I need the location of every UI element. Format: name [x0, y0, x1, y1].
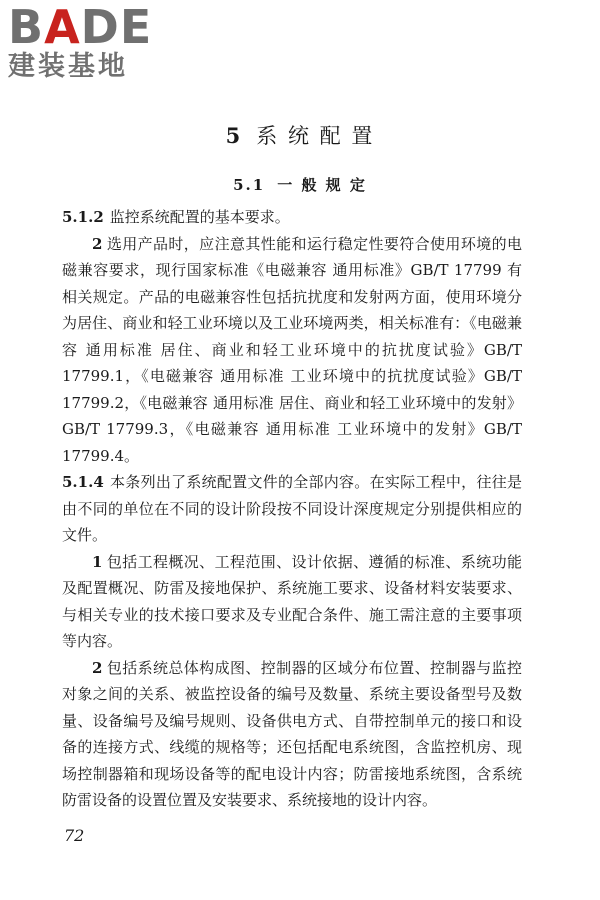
- clause-5-1-2-item-2: [62, 231, 522, 470]
- clause-5-1-4-item-1: [62, 549, 522, 655]
- item-number: 2: [92, 234, 103, 253]
- logo-letter-e: E: [119, 0, 153, 54]
- bade-logo: [8, 0, 178, 94]
- logo-chinese: 建装基地: [8, 51, 128, 82]
- chapter-number: 5: [225, 123, 243, 148]
- logo-letters: [8, 0, 178, 54]
- page-number: 72: [64, 826, 85, 845]
- item-text: 包括工程概况、工程范围、设计依据、遵循的标准、系统功能及配置概况、防雷及接地保护、系统施工要求、设备材料安装要求、与相关专业的技术接口要求及专业配合条件、施工需注意的主要事项等内容。: [62, 552, 522, 650]
- item-number: 1: [92, 552, 103, 571]
- logo-letter-d: D: [80, 0, 120, 54]
- chapter-title-text: 系 统 配 置: [256, 124, 375, 148]
- clause-text: 监控系统配置的基本要求。: [109, 208, 290, 226]
- clause-5-1-4: [62, 469, 522, 549]
- body-content: [62, 204, 522, 814]
- clause-number: 5.1.2: [62, 208, 104, 226]
- section-title-text: 一 般 规 定: [277, 176, 367, 194]
- section-title: [0, 174, 600, 195]
- clause-5-1-2: [62, 204, 522, 231]
- clause-number: 5.1.4: [62, 473, 104, 491]
- clause-text: 本条列出了系统配置文件的全部内容。在实际工程中，往往是由不同的单位在不同的设计阶段按不同设计深度规定分别提供相应的文件。: [62, 473, 522, 544]
- item-text: 选用产品时，应注意其性能和运行稳定性要符合使用环境的电磁兼容要求，现行国家标准《电磁兼容 通用标准》GB/T 17799 有相关规定。产品的电磁兼容性包括抗扰度和发射两方面，使用环境分为居住、商业和轻工业环境以及工业环境两类，相关标准有：《电磁兼容 通用标准 居住、商业和轻工业环境中的抗扰度试验》GB/T 17799.1，《电磁兼容 通用标准 工业环境中的抗扰度试验》GB/T 17799.2，《电磁兼容 通用标准 居住、商业和轻工业环境中的发射》GB/T 17799.3，《电磁兼容 通用标准 工业环境中的发射》GB/T 17799.4。: [62, 234, 522, 465]
- section-number: 5.1: [233, 176, 266, 194]
- clause-5-1-4-item-2: [62, 655, 522, 814]
- logo-letter-b: B: [8, 0, 45, 54]
- item-text: 包括系统总体构成图、控制器的区域分布位置、控制器与监控对象之间的关系、被监控设备的编号及数量、系统主要设备型号及数量、设备编号及编号规则、设备供电方式、自带控制单元的接口和设备的连接方式、线缆的规格等；还包括配电系统图，含监控机房、现场控制器箱和现场设备等的配电设计内容；防雷接地系统图，含系统防雷设备的设置位置及安装要求、系统接地的设计内容。: [62, 658, 522, 809]
- chapter-title: [0, 120, 600, 150]
- logo-letter-a: A: [44, 0, 81, 54]
- item-number: 2: [92, 658, 103, 677]
